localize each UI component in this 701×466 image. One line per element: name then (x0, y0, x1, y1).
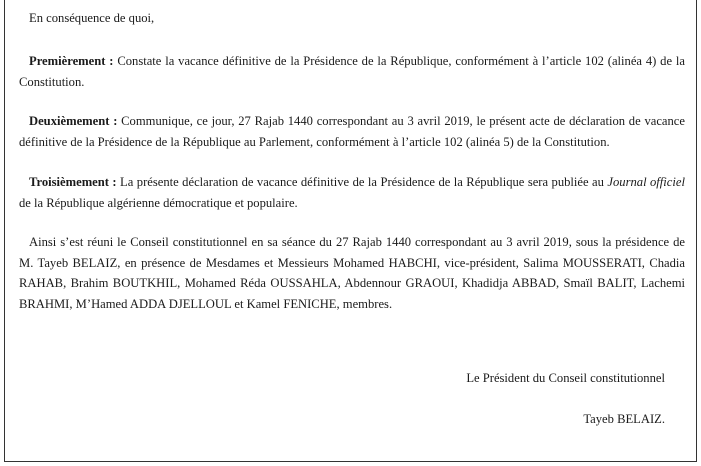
article-third-label: Troisièmement : (29, 175, 117, 189)
closing-paragraph (19, 232, 685, 314)
article-first-label: Premièrement : (29, 54, 114, 68)
intro-paragraph (19, 8, 685, 29)
article-second (19, 111, 685, 152)
closing-text: Ainsi s’est réuni le Conseil constitutionnel en sa séance du 27 Rajab 1440 correspondant au 3 avril 2019, sous la présidence de M. Tayeb BELAIZ, en présence de Mesdames et Messieurs Mohamed HABCHI, vice-président, Salima MOUSSERATI, Chadia RAHAB, Brahim BOUTKHIL, Mohamed Réda OUSSAHLA, Abdennour GRAOUI, Khadidja ABBAD, Smaïl BALIT, Lachemi BRAHMI, M’Hamed ADDA DJELLOUL et Kamel FENICHE, membres. (19, 235, 685, 311)
article-second-text: Communique, ce jour, 27 Rajab 1440 correspondant au 3 avril 2019, le présent acte de déclaration de vacance définitive de la Présidence de la République au Parlement, conformément à l’article 102 (alinéa 5) de la Constitution. (19, 114, 685, 149)
article-third-text-before: La présente déclaration de vacance définitive de la Présidence de la République sera publiée au (116, 175, 608, 189)
journal-officiel-title: Journal officiel (607, 175, 685, 189)
article-third-text-after: de la République algérienne démocratique et populaire. (19, 195, 298, 210)
article-first-text: Constate la vacance définitive de la Présidence de la République, conformément à l’article 102 (alinéa 4) de la Constitution. (19, 54, 685, 89)
signature-name: Tayeb BELAIZ. (583, 412, 665, 426)
article-third (19, 172, 685, 213)
article-second-label: Deuxièmement : (29, 114, 118, 128)
signature-title: Le Président du Conseil constitutionnel (466, 371, 665, 385)
intro-text: En conséquence de quoi, (29, 11, 155, 25)
article-first (19, 51, 685, 92)
